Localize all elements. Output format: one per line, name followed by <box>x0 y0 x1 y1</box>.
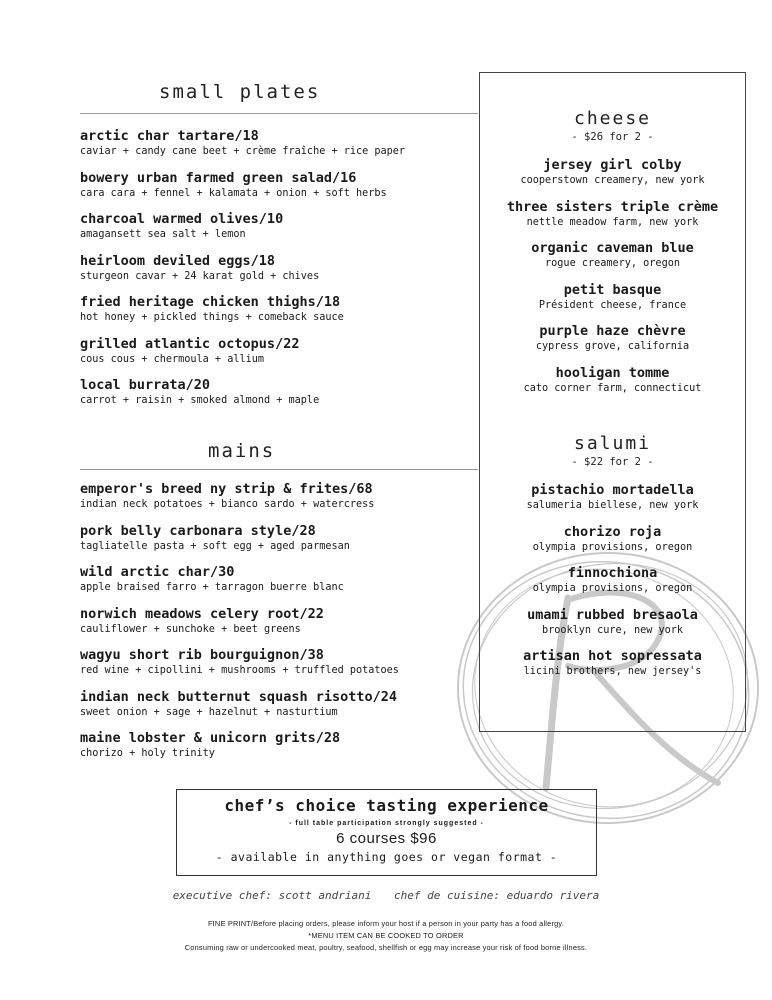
cheese-item <box>480 282 745 324</box>
menu-item <box>80 689 480 731</box>
menu-item <box>80 253 480 295</box>
menu-item <box>80 128 480 170</box>
menu-item <box>80 564 480 606</box>
tasting-title: chef’s choice tasting experience <box>224 796 549 815</box>
small-plates-list <box>80 128 480 419</box>
item-source: cypress grove, california <box>535 341 690 352</box>
item-name: chorizo roja <box>563 523 662 540</box>
menu-item <box>80 336 480 378</box>
menu-item <box>80 647 480 689</box>
salumi-item <box>480 524 745 566</box>
item-name: wild arctic char/30 <box>80 564 235 580</box>
menu-item <box>80 523 480 565</box>
item-name: heirloom deviled eggs/18 <box>80 252 276 269</box>
item-name: norwich meadows celery root/22 <box>80 605 324 622</box>
small-plates-divider <box>80 113 478 114</box>
item-name: charcoal warmed olives/10 <box>80 211 284 227</box>
item-name: fried heritage chicken thighs/18 <box>80 294 341 310</box>
cheese-item <box>480 240 745 282</box>
item-name: bowery urban farmed green salad/16 <box>80 169 357 186</box>
menu-item <box>80 606 480 648</box>
menu-item <box>80 211 480 253</box>
menu-item <box>80 170 480 212</box>
item-name: arctic char tartare/18 <box>80 128 259 144</box>
chef-de-cuisine: chef de cuisine: eduardo rivera <box>394 889 600 902</box>
item-source: rogue creamery, oregon <box>545 258 680 269</box>
cheese-section <box>480 108 745 143</box>
tasting-experience-box <box>176 789 597 876</box>
tasting-note: - full table participation strongly suggested - <box>289 820 484 827</box>
small-plates-heading: small plates <box>159 81 321 103</box>
mains-heading: mains <box>208 440 276 462</box>
fine-print-cooked-to-order: *MENU ITEM CAN BE COOKED TO ORDER <box>308 931 464 940</box>
item-source: cato corner farm, connecticut <box>523 382 702 394</box>
item-source: cooperstown creamery, new york <box>520 175 705 186</box>
mains-divider <box>80 469 478 470</box>
salumi-item <box>480 607 745 649</box>
salumi-item <box>480 648 745 690</box>
item-source: nettle meadow farm, new york <box>526 216 699 228</box>
fine-print-allergy: FINE PRINT/Before placing orders, please inform your host if a person in your party has a food allergy. <box>207 919 565 928</box>
item-source: salumeria biellese, new york <box>526 500 699 511</box>
salumi-list <box>480 482 745 690</box>
item-name: wagyu short rib bourguignon/38 <box>80 647 324 663</box>
menu-item <box>80 481 480 523</box>
salumi-heading: salumi <box>573 433 652 454</box>
salumi-item <box>480 565 745 607</box>
item-name: petit basque <box>563 281 662 298</box>
item-source: olympia provisions, oregon <box>532 583 693 594</box>
item-name: grilled atlantic octopus/22 <box>80 335 300 352</box>
item-name: local burrata/20 <box>80 377 211 393</box>
item-name: organic caveman blue <box>531 240 694 256</box>
tasting-format: - available in anything goes or vegan format - <box>215 850 558 864</box>
item-name: three sisters triple crème <box>506 198 719 215</box>
item-description: caviar + candy cane beet + crème fraîche + rice paper <box>80 146 406 157</box>
item-description: red wine + cipollini + mushrooms + truffled potatoes <box>80 665 399 676</box>
item-name: pistachio mortadella <box>531 482 694 498</box>
menu-item <box>80 294 480 336</box>
item-name: indian neck butternut squash risotto/24 <box>80 688 397 705</box>
tasting-price: 6 courses $96 <box>336 830 437 847</box>
item-description: indian neck potatoes + bianco sardo + watercress <box>80 499 375 510</box>
cheese-item <box>480 365 745 407</box>
salumi-item <box>480 482 745 524</box>
item-description: cauliflower + sunchoke + beet greens <box>80 623 301 635</box>
executive-chef: executive chef: scott andriani <box>172 889 372 902</box>
item-source: brooklyn cure, new york <box>541 624 684 636</box>
salumi-section <box>480 433 745 468</box>
cheese-list <box>480 157 745 406</box>
item-description: amagansett sea salt + lemon <box>80 229 246 240</box>
item-description: hot honey + pickled things + comeback sauce <box>80 312 344 323</box>
item-source: Président cheese, france <box>538 299 687 311</box>
menu-item <box>80 377 480 419</box>
item-description: cous cous + chermoula + allium <box>80 353 265 365</box>
item-source: olympia provisions, oregon <box>532 541 693 553</box>
item-name: jersey girl colby <box>543 157 682 173</box>
cheese-item <box>480 157 745 199</box>
mains-list <box>80 481 480 772</box>
fine-print-raw-warning: Consuming raw or undercooked meat, poultry, seafood, shellfish or egg may increase your risk of food borne illness. <box>184 943 588 952</box>
item-name: umami rubbed bresaola <box>527 606 698 623</box>
cheese-salumi-box <box>479 72 746 732</box>
item-name: artisan hot sopressata <box>523 648 702 664</box>
salumi-price: - $22 for 2 - <box>571 456 654 468</box>
item-name: purple haze chèvre <box>539 323 686 339</box>
item-name: maine lobster & unicorn grits/28 <box>80 730 341 746</box>
item-description: apple braised farro + tarragon buerre blanc <box>80 582 344 593</box>
item-name: hooligan tomme <box>555 364 670 381</box>
cheese-price: - $26 for 2 - <box>571 131 654 143</box>
cheese-heading: cheese <box>573 108 652 129</box>
item-name: finnochiona <box>567 565 658 581</box>
item-description: cara cara + fennel + kalamata + onion + soft herbs <box>80 187 387 199</box>
item-name: emperor's breed ny strip & frites/68 <box>80 481 373 497</box>
chef-credits <box>0 889 772 902</box>
item-description: tagliatelle pasta + soft egg + aged parmesan <box>80 540 350 552</box>
item-source: licini brothers, new jersey's <box>523 666 702 677</box>
item-description: sweet onion + sage + hazelnut + nasturtium <box>80 706 338 718</box>
item-description: chorizo + holy trinity <box>80 748 215 759</box>
item-name: pork belly carbonara style/28 <box>80 522 316 539</box>
item-description: sturgeon cavar + 24 karat gold + chives <box>80 270 320 282</box>
menu-item <box>80 730 480 772</box>
item-description: carrot + raisin + smoked almond + maple <box>80 395 320 406</box>
cheese-item <box>480 199 745 241</box>
cheese-item <box>480 323 745 365</box>
